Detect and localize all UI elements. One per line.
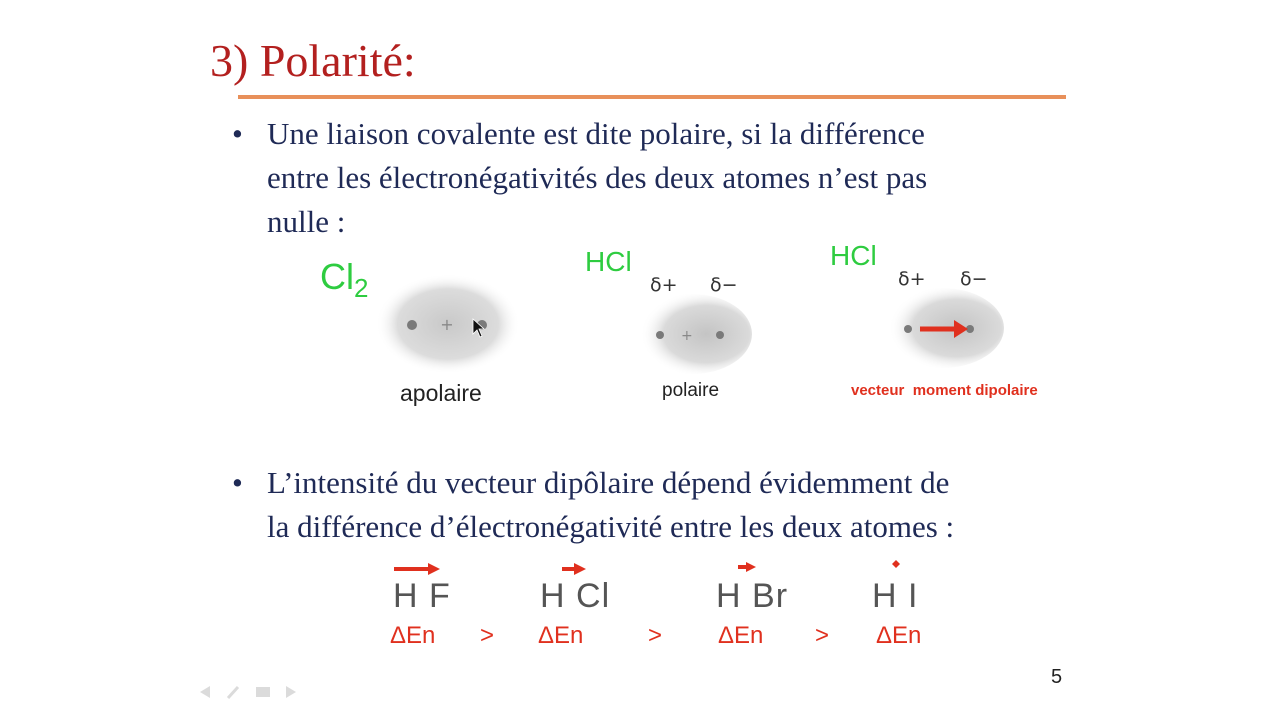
dipole-arrows-row <box>390 560 950 580</box>
molecule-hi <box>872 577 918 616</box>
slideshow-nav-controls[interactable] <box>198 684 308 700</box>
molecule-hi-x: I <box>908 577 919 615</box>
hcl-electron-cloud-1 <box>626 292 756 376</box>
molecule-hbr-h: H <box>716 577 742 615</box>
bullet-2-line-2: la différence d’électronégativité entre les deux atomes : <box>267 509 955 544</box>
molecule-hf-h: H <box>393 577 419 615</box>
hcl-formula-2: HCl <box>830 240 877 271</box>
molecule-hf <box>393 577 451 616</box>
delta-en-hf: ΔEn <box>390 622 436 649</box>
label-apolaire: apolaire <box>400 380 482 406</box>
menu-icon[interactable] <box>256 687 270 697</box>
greater-than-3: > <box>815 622 830 649</box>
svg-text:+: + <box>440 315 454 334</box>
bullet-1-line-3: nulle : <box>267 204 346 239</box>
molecule-hbr <box>716 577 788 616</box>
bullet-1-text <box>267 112 1080 244</box>
slide-title: 3) Polarité: <box>210 35 416 86</box>
next-slide-icon[interactable] <box>286 686 296 698</box>
bullet-1-line-1: Une liaison covalente est dite polaire, si la différence <box>267 116 925 151</box>
label-vecteur-moment-dipolaire: vecteur moment dipolaire <box>851 382 1038 399</box>
cl2-formula <box>320 256 368 304</box>
bullet-dot-1: • <box>232 116 243 151</box>
dipole-arrow-icon <box>918 318 970 340</box>
arrow-hcl-icon <box>562 563 586 575</box>
previous-slide-icon[interactable] <box>200 686 210 698</box>
delta-minus-2: δ− <box>960 268 988 290</box>
cl2-electron-cloud <box>370 272 530 382</box>
bullet-dot-2: • <box>232 465 243 500</box>
page-number: 5 <box>1051 666 1063 688</box>
bullet-2-line-1: L’intensité du vecteur dipôlaire dépend évidemment de <box>267 465 950 500</box>
mouse-cursor-icon <box>472 318 486 338</box>
delta-minus-1: δ− <box>710 274 738 296</box>
cl2-formula-main: Cl <box>320 256 354 297</box>
molecule-hcl-x: Cl <box>576 577 611 615</box>
delta-en-hcl: ΔEn <box>538 622 584 649</box>
arrow-hi-icon <box>892 560 900 568</box>
molecule-hbr-x: Br <box>752 577 789 615</box>
molecule-hcl <box>540 577 610 616</box>
delta-plus-2: δ+ <box>898 268 926 290</box>
pen-icon[interactable] <box>228 687 238 698</box>
delta-plus-1: δ+ <box>650 274 678 296</box>
bullet-1-line-2: entre les électronégativités des deux atomes n’est pas <box>267 160 928 195</box>
greater-than-1: > <box>480 622 495 649</box>
molecule-hi-h: H <box>872 577 898 615</box>
arrow-hbr-icon <box>738 562 756 572</box>
cl2-formula-subscript: 2 <box>354 273 369 304</box>
molecule-hf-x: F <box>429 577 451 615</box>
arrow-hf-icon <box>394 563 440 575</box>
greater-than-2: > <box>648 622 663 649</box>
bullet-2-text <box>267 461 1080 549</box>
delta-en-hi: ΔEn <box>876 622 922 649</box>
molecule-hcl-h: H <box>540 577 566 615</box>
hcl-formula-1: HCl <box>585 246 632 277</box>
svg-text:+: + <box>681 328 693 344</box>
title-underline <box>238 95 1066 99</box>
label-polaire: polaire <box>662 380 720 401</box>
delta-en-hbr: ΔEn <box>718 622 764 649</box>
